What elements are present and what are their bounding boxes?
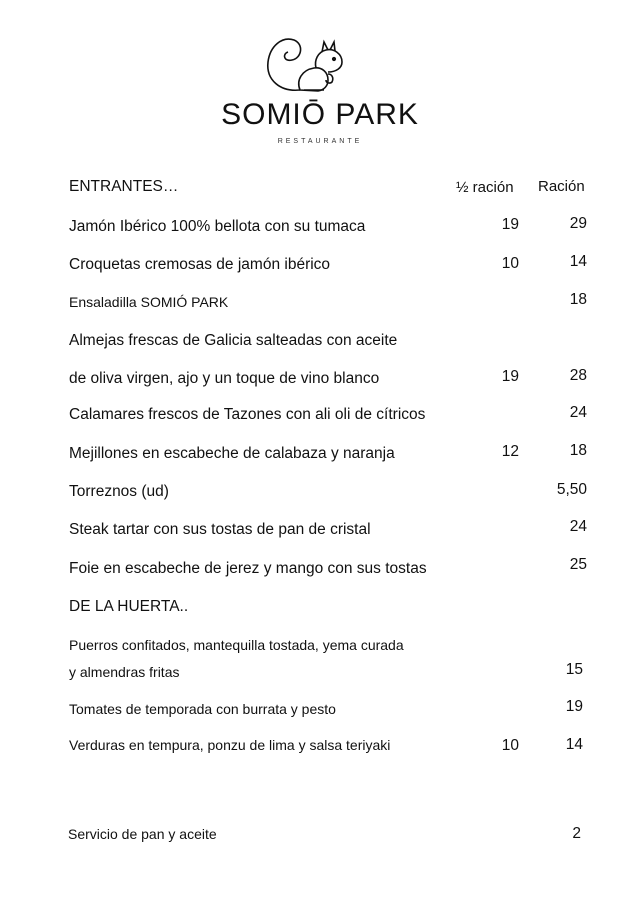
menu-item-name: Ensaladilla SOMIÓ PARK [69,294,229,310]
section-title-entrantes: ENTRANTES… [69,178,179,195]
brand-name: SOMIŌ PARK [221,98,419,131]
squirrel-icon [262,30,352,98]
menu-item-half-price: 19 [501,368,519,385]
section-title-huerta: DE LA HUERTA.. [69,598,189,615]
menu-item-name: Torreznos (ud) [69,483,169,500]
menu-item-full-price: 24 [569,404,587,421]
menu-item-full-price: 15 [565,661,583,678]
menu-item-full-price: 19 [565,698,583,715]
menu-item-name: y almendras fritas [69,664,180,680]
column-header-full: Ración [538,178,585,195]
menu-item-full-price: 25 [569,556,587,573]
bread-service-label: Servicio de pan y aceite [68,826,217,842]
menu-item-name: Foie en escabeche de jerez y mango con sus tostas [69,560,427,577]
menu-item-name: Calamares frescos de Tazones con ali oli de cítricos [69,406,426,423]
menu-item-full-price: 18 [569,291,587,308]
menu-item-name: Puerros confitados, mantequilla tostada, yema curada [69,637,404,653]
menu-item-full-price: 14 [569,253,587,270]
menu-item-full-price: 5,50 [556,481,587,498]
menu-item-name: Jamón Ibérico 100% bellota con su tumaca [69,218,366,235]
menu-item-name: de oliva virgen, ajo y un toque de vino blanco [69,370,380,387]
bread-service-price: 2 [572,825,581,842]
menu-item-name: Mejillones en escabeche de calabaza y naranja [69,445,395,462]
menu-item-name: Steak tartar con sus tostas de pan de cristal [69,521,371,538]
menu-item-half-price: 19 [501,216,519,233]
restaurant-logo [0,0,640,160]
menu-item-full-price: 28 [569,367,587,384]
menu-item-name: Croquetas cremosas de jamón ibérico [69,256,331,273]
menu-item-half-price: 12 [501,443,519,460]
brand-subtitle: RESTAURANTE [277,138,363,145]
menu-item-half-price: 10 [501,255,519,272]
menu-item-name: Verduras en tempura, ponzu de lima y salsa teriyaki [69,737,391,753]
menu-item-full-price: 14 [565,736,583,753]
menu-item-full-price: 24 [569,518,587,535]
column-header-half: ½ ración [456,179,514,196]
menu-item-name: Almejas frescas de Galicia salteadas con aceite [69,332,398,349]
menu-item-name: Tomates de temporada con burrata y pesto [69,701,336,717]
menu-item-half-price: 10 [501,737,519,754]
menu-item-full-price: 18 [569,442,587,459]
menu-item-full-price: 29 [569,215,587,232]
